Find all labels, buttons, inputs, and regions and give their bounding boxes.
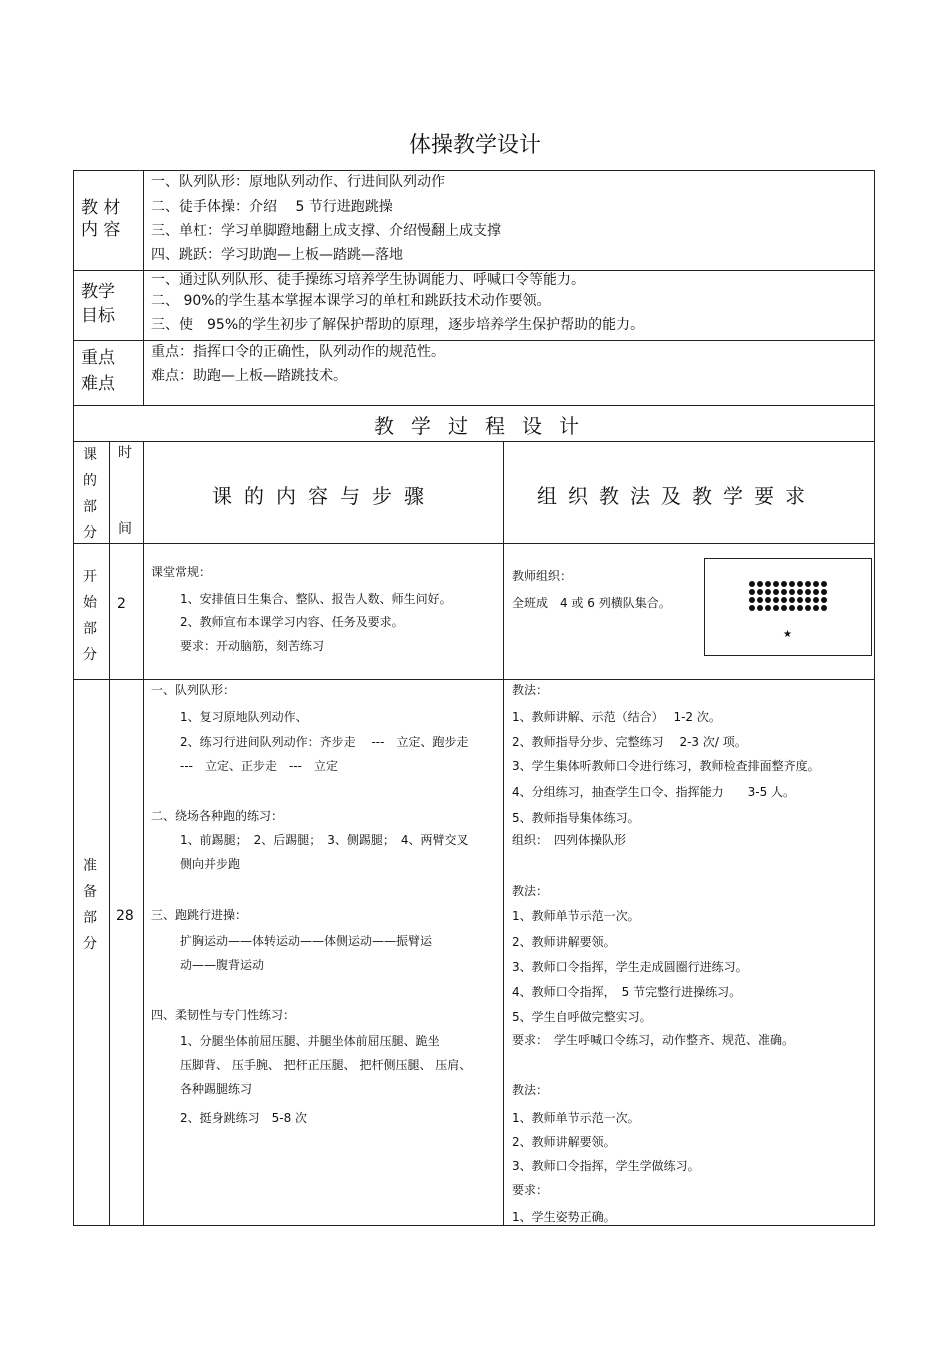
prep-method-line: 1、教师单节示范一次。 [512, 909, 640, 923]
formation-dot [813, 597, 819, 603]
part-char: 备 [83, 884, 97, 900]
table-border-right [874, 170, 875, 1226]
prep-method-line: 4、分组练习，抽查学生口令、指挥能力 3-5 人。 [512, 785, 796, 799]
formation-dot [765, 581, 771, 587]
process-title: 教学过程设计 [374, 414, 596, 438]
start-method-line: 教师组织： [512, 569, 573, 583]
material-line: 二、徒手体操：介绍 5 节行进跑跳操 [151, 199, 393, 215]
formation-dot [749, 581, 755, 587]
prep-method-line: 1、学生姿势正确。 [512, 1210, 616, 1224]
prep-method-line: 3、教师口令指挥，学生学做练习。 [512, 1159, 700, 1173]
goal-line: 一、通过队列队形、徒手操练习培养学生协调能力、呼喊口令等能力。 [151, 272, 585, 288]
teacher-star-icon: ★ [783, 629, 792, 640]
formation-dot [765, 597, 771, 603]
part-char: 开 [83, 569, 97, 585]
header-part-char: 分 [83, 525, 97, 541]
row-divider [73, 405, 875, 406]
start-content-line: 课堂常规： [151, 565, 212, 579]
formation-dot [781, 589, 787, 595]
formation-dot [821, 597, 827, 603]
part-char: 部 [83, 621, 97, 637]
header-part-char: 的 [83, 473, 97, 489]
part-char: 分 [83, 936, 97, 952]
formation-dot [773, 605, 779, 611]
formation-dot [765, 589, 771, 595]
focus-label-bottom: 难点 [81, 374, 115, 394]
goals-label-bottom: 目标 [81, 306, 115, 326]
prep-method-line: 5、学生自呼做完整实习。 [512, 1010, 652, 1024]
formation-dot [821, 589, 827, 595]
prep-method-line: 4、教师口令指挥， 5 节完整行进操练习。 [512, 985, 742, 999]
formation-dot [773, 589, 779, 595]
start-content-line: 1、安排值日生集合、整队、报告人数、师生问好。 [180, 592, 452, 606]
prep-method-line: 要求： [512, 1183, 549, 1197]
label-column-divider [143, 170, 144, 406]
formation-dot [757, 589, 763, 595]
prep-method-line: 2、教师讲解要领。 [512, 1135, 616, 1149]
method-column-divider [503, 441, 504, 1226]
formation-dot [813, 581, 819, 587]
prep-content-line: 一、队列队形： [151, 683, 236, 697]
prep-content-line: 2、挺身跳练习 5-8 次 [180, 1111, 308, 1125]
header-part-char: 课 [83, 447, 97, 463]
formation-dot [789, 605, 795, 611]
prep-method-line: 教法： [512, 884, 549, 898]
formation-dot [749, 589, 755, 595]
formation-dot [813, 589, 819, 595]
prep-content-line: 扩胸运动——体转运动——体侧运动——振臂运 [180, 934, 433, 948]
prep-method-line: 教法： [512, 683, 549, 697]
part-char: 准 [83, 858, 97, 874]
goal-line: 三、使 95%的学生初步了解保护帮助的原理，逐步培养学生保护帮助的能力。 [151, 317, 645, 333]
start-time: 2 [117, 596, 126, 612]
start-method-line: 全班成 4 或 6 列横队集合。 [512, 596, 671, 610]
table-border-left [73, 170, 74, 1226]
formation-dot [757, 597, 763, 603]
part-char: 分 [83, 647, 97, 663]
part-column-divider [109, 441, 110, 1226]
formation-diagram [704, 558, 872, 656]
focus-line: 难点：助跑—上板—踏跳技术。 [151, 368, 347, 384]
formation-dot [749, 605, 755, 611]
header-time-bottom: 间 [118, 521, 132, 537]
formation-dot [821, 581, 827, 587]
formation-dot [797, 581, 803, 587]
formation-dot [805, 589, 811, 595]
formation-dots [749, 581, 829, 619]
formation-dot [765, 605, 771, 611]
prep-content-line: 1、分腿坐体前屈压腿、并腿坐体前屈压腿、跪坐 [180, 1034, 440, 1048]
formation-dot [797, 589, 803, 595]
row-divider [73, 679, 875, 680]
prep-time: 28 [116, 908, 134, 924]
table-border-bottom [73, 1225, 875, 1226]
page-title: 体操教学设计 [408, 133, 541, 158]
start-content-line: 要求：开动脑筋，刻苦练习 [180, 639, 325, 653]
prep-method-line: 3、学生集体听教师口令进行练习，教师检查排面整齐度。 [512, 759, 820, 773]
formation-dot [797, 597, 803, 603]
formation-dot [757, 605, 763, 611]
prep-method-line: 3、教师口令指挥，学生走成圆圈行进练习。 [512, 960, 748, 974]
header-content: 课的内容与步骤 [212, 484, 436, 508]
start-part-label [80, 564, 100, 668]
formation-dot [789, 597, 795, 603]
formation-dot [773, 581, 779, 587]
prep-part-label [80, 853, 100, 957]
goals-label-top: 教学 [81, 282, 115, 302]
goal-line: 二、 90%的学生基本掌握本课学习的单杠和跳跃技术动作要领。 [151, 293, 551, 309]
material-line: 三、单杠：学习单脚蹬地翻上成支撑、介绍慢翻上成支撑 [151, 223, 501, 239]
prep-method-line: 2、教师指导分步、完整练习 2-3 次/ 项。 [512, 735, 747, 749]
header-time-top: 时 [118, 445, 132, 461]
material-line: 四、跳跃：学习助跑—上板—踏跳—落地 [151, 247, 403, 263]
formation-dot [781, 581, 787, 587]
row-divider [73, 441, 875, 442]
prep-content-line: 四、柔韧性与专门性练习： [151, 1008, 296, 1022]
prep-content-line: 侧向并步跑 [180, 857, 241, 871]
formation-dot [789, 581, 795, 587]
formation-dot [757, 581, 763, 587]
header-method: 组织教法及教学要求 [537, 484, 816, 508]
table-border-top [73, 170, 875, 171]
prep-content-line: 1、前踢腿； 2、后踢腿； 3、侧踢腿； 4、两臂交叉 [180, 833, 469, 847]
formation-dot [781, 597, 787, 603]
prep-content-line: 各种踢腿练习 [180, 1082, 253, 1096]
prep-method-line: 5、教师指导集体练习。 [512, 811, 640, 825]
formation-dot [821, 605, 827, 611]
formation-dot [773, 597, 779, 603]
formation-dot [789, 589, 795, 595]
prep-method-line: 教法： [512, 1083, 549, 1097]
prep-content-line: 压脚背、 压手腕、 把杆正压腿、 把杆侧压腿、 压肩、 [180, 1058, 472, 1072]
formation-dot [797, 605, 803, 611]
prep-content-line: 2、练习行进间队列动作：齐步走 --- 立定、跑步走 [180, 735, 469, 749]
formation-dot [749, 597, 755, 603]
formation-dot [805, 597, 811, 603]
time-column-divider [143, 441, 144, 1226]
prep-content-line: 1、复习原地队列动作、 [180, 710, 308, 724]
prep-method-line: 2、教师讲解要领。 [512, 935, 616, 949]
formation-dot [813, 605, 819, 611]
prep-content-line: 二、绕场各种跑的练习： [151, 809, 284, 823]
prep-method-line: 要求： 学生呼喊口令练习，动作整齐、规范、准确。 [512, 1033, 795, 1047]
focus-line: 重点：指挥口令的正确性，队列动作的规范性。 [151, 344, 445, 360]
part-char: 部 [83, 910, 97, 926]
row-divider [73, 543, 875, 544]
prep-content-line: 三、跑跳行进操： [151, 908, 248, 922]
header-part-char: 部 [83, 499, 97, 515]
prep-method-line: 1、教师讲解、示范（结合） 1-2 次。 [512, 710, 721, 724]
prep-content-line: 动——腹背运动 [180, 958, 265, 972]
start-content-line: 2、教师宣布本课学习内容、任务及要求。 [180, 615, 404, 629]
prep-content-line: --- 立定、正步走 --- 立定 [180, 759, 338, 773]
material-label-top: 教 材 [81, 198, 121, 218]
formation-dot [805, 581, 811, 587]
row-divider [73, 340, 875, 341]
material-label-bottom: 内 容 [81, 220, 121, 240]
prep-method-line: 1、教师单节示范一次。 [512, 1111, 640, 1125]
formation-dot [781, 605, 787, 611]
material-line: 一、队列队形：原地队列动作、行进间队列动作 [151, 174, 445, 190]
prep-method-line: 组织： 四列体操队形 [512, 833, 627, 847]
header-part [80, 442, 100, 546]
focus-label-top: 重点 [81, 348, 115, 368]
formation-dot [805, 605, 811, 611]
part-char: 始 [83, 595, 97, 611]
